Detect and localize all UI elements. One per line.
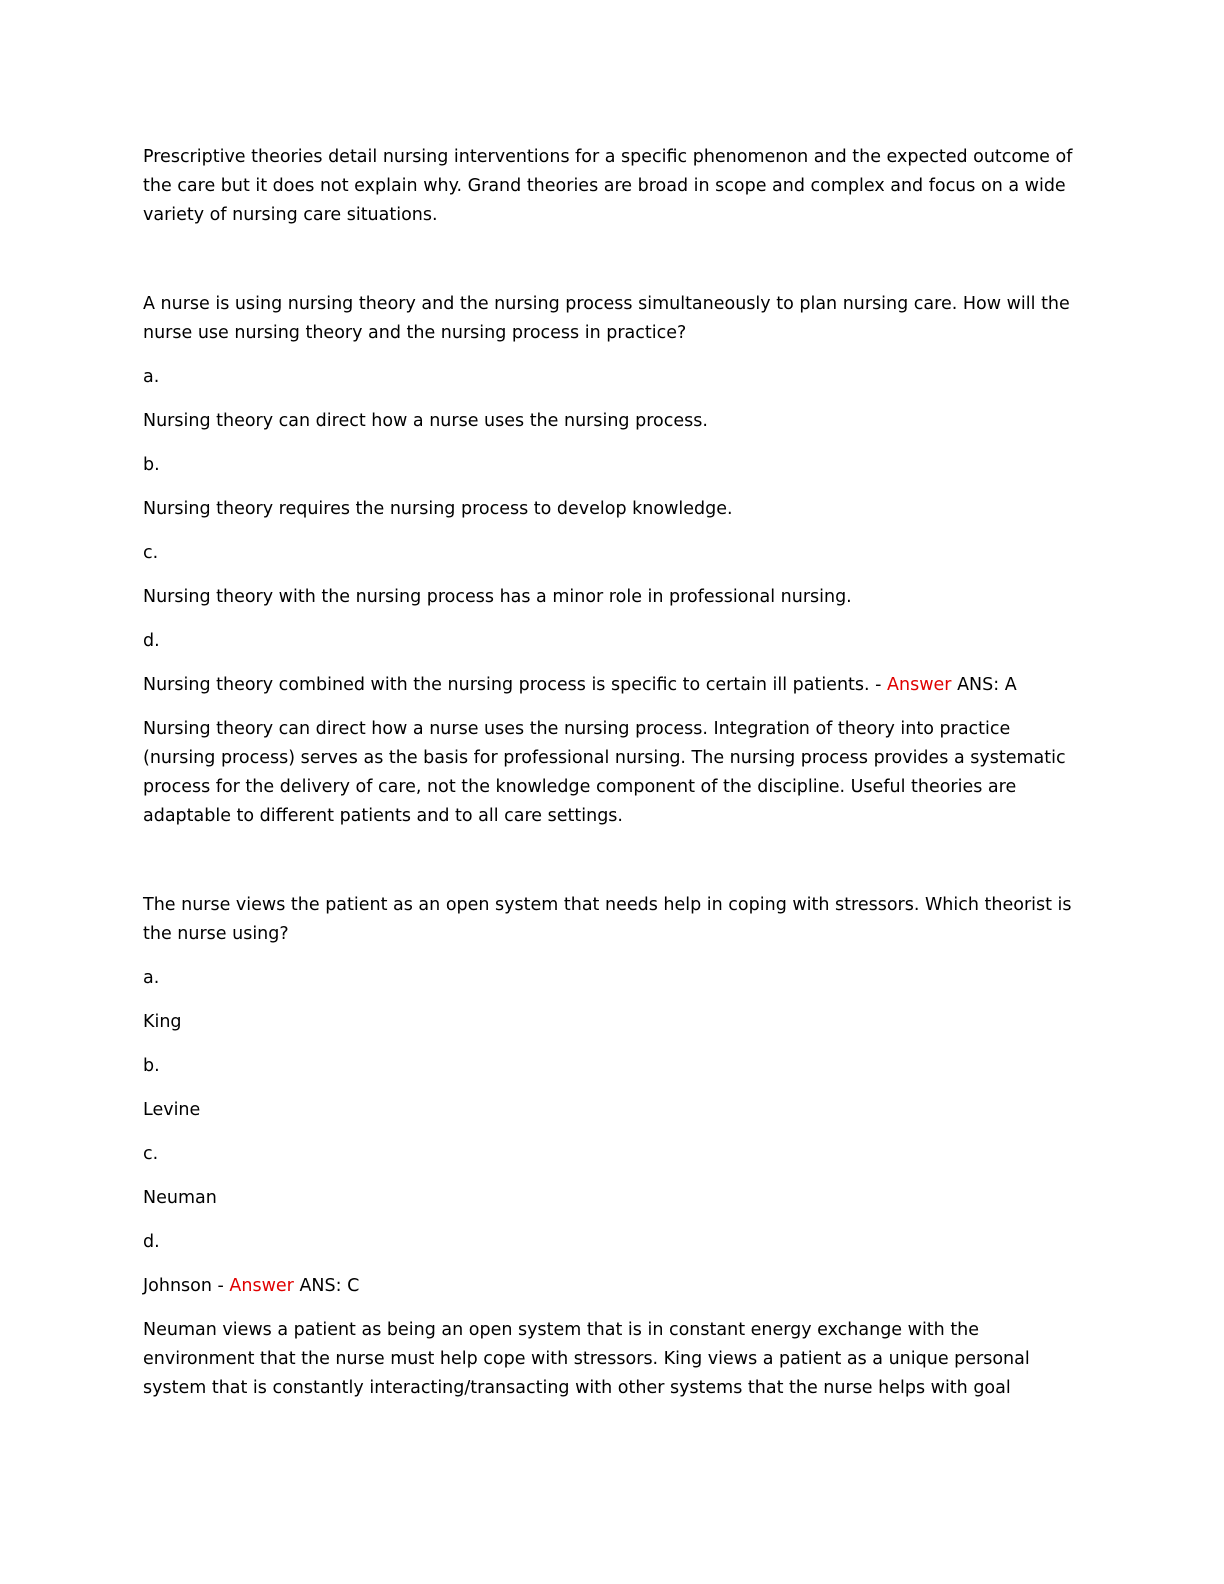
question-1-option-b-text: Nursing theory requires the nursing process to develop knowledge. — [143, 499, 733, 519]
question-2 — [143, 891, 1073, 1403]
question-2-option-b-letter: b. — [143, 1056, 160, 1076]
answer-label: Answer — [229, 1276, 294, 1296]
question-1-option-c-text: Nursing theory with the nursing process has a minor role in professional nursing. — [143, 587, 852, 607]
answer-value: ANS: A — [951, 675, 1017, 695]
intro-paragraph: Prescriptive theories detail nursing interventions for a specific phenomenon and the expected outcome of the care but it does not explain why. Grand theories are broad in scope and complex and focus on a wide variety of nursing care situations. — [143, 147, 1073, 225]
question-1-option-a-letter: a. — [143, 367, 160, 387]
question-2-rationale: Neuman views a patient as being an open system that is in constant energy exchange with the environment that the nurse must help cope with stressors. King views a patient as a unique personal system that is constantly interacting/transacting with other systems that the nurse helps with goal — [143, 1320, 1030, 1398]
question-2-option-a-letter: a. — [143, 968, 160, 988]
question-2-answer-line — [143, 1272, 1073, 1301]
answer-separator: - — [211, 1276, 230, 1296]
question-1-option-c-letter: c. — [143, 543, 159, 563]
question-2-option-d-text: Johnson — [143, 1276, 212, 1296]
question-1-rationale: Nursing theory can direct how a nurse uses the nursing process. Integration of theory into practice (nursing process) serves as the basis for professional nursing. The nursing process provides a systematic process for the delivery of care, not the knowledge component of the discipline. Useful theories are adaptable to different patients and to all care settings. — [143, 719, 1066, 826]
answer-separator: - — [869, 675, 888, 695]
question-1 — [143, 290, 1073, 831]
answer-label: Answer — [887, 675, 952, 695]
question-2-option-c-letter: c. — [143, 1144, 159, 1164]
question-1-stem: A nurse is using nursing theory and the nursing process simultaneously to plan nursing care. How will the nurse use nursing theory and the nursing process in practice? — [143, 294, 1070, 343]
question-2-option-d-letter: d. — [143, 1232, 160, 1252]
question-1-option-a-text: Nursing theory can direct how a nurse uses the nursing process. — [143, 411, 708, 431]
question-2-option-b-text: Levine — [143, 1100, 201, 1120]
document-page — [143, 143, 1073, 1403]
question-2-option-a-text: King — [143, 1012, 182, 1032]
answer-value: ANS: C — [293, 1276, 360, 1296]
question-1-answer-line — [143, 671, 1073, 700]
question-1-option-b-letter: b. — [143, 455, 160, 475]
question-2-option-c-text: Neuman — [143, 1188, 217, 1208]
question-2-stem: The nurse views the patient as an open system that needs help in coping with stressors. Which theorist is the nurse using? — [143, 895, 1072, 944]
question-1-option-d-text: Nursing theory combined with the nursing process is specific to certain ill patients. — [143, 675, 870, 695]
question-1-option-d-letter: d. — [143, 631, 160, 651]
